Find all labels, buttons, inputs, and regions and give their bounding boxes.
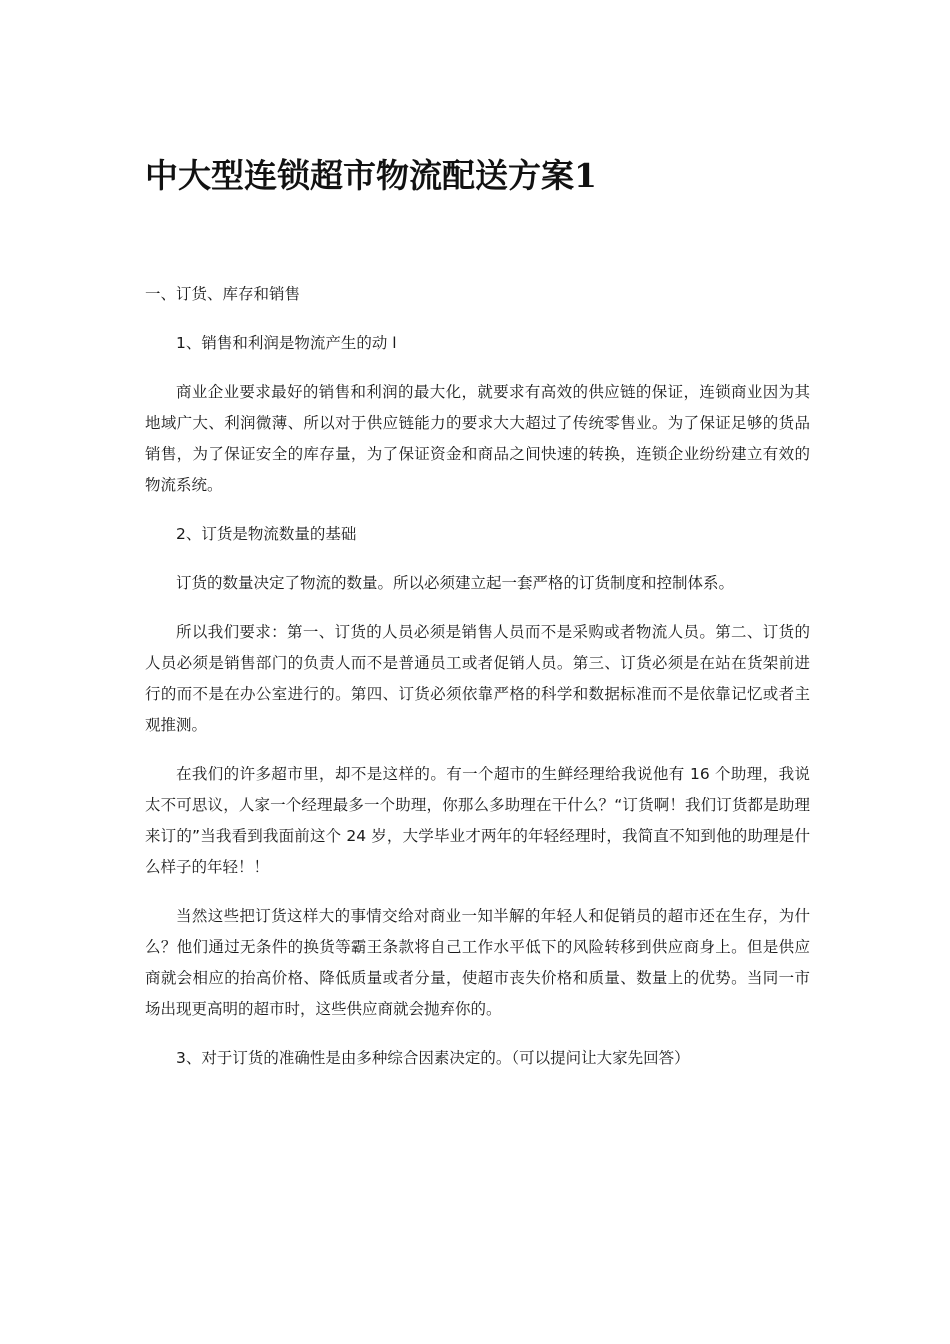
paragraph-4: 在我们的许多超市里，却不是这样的。有一个超市的生鲜经理给我说他有 16 个助理，我说太不可思议，人家一个经理最多一个助理，你那么多助理在干什么？“订货啊！我们订货都是助理来订的”当我看到我面前这个 24 岁，大学毕业才两年的年轻经理时，我简直不知到他的助理是什么样子的年轻！！ <box>145 765 810 876</box>
paragraph-2: 订货的数量决定了物流的数量。所以必须建立起一套严格的订货制度和控制体系。 <box>176 574 735 592</box>
subsection-heading-1: 1、销售和利润是物流产生的动 l <box>176 334 397 352</box>
document-body <box>145 279 810 1092</box>
subsection-heading-3: 3、对于订货的准确性是由多种综合因素决定的。（可以提问让大家先回答） <box>176 1049 690 1067</box>
section-heading: 一、订货、库存和销售 <box>145 285 301 303</box>
paragraph-1: 商业企业要求最好的销售和利润的最大化，就要求有高效的供应链的保证，连锁商业因为其地域广大、利润微薄、所以对于供应链能力的要求大大超过了传统零售业。为了保证足够的货品销售，为了保证安全的库存量，为了保证资金和商品之间快速的转换，连锁企业纷纷建立有效的物流系统。 <box>145 383 810 494</box>
paragraph-3: 所以我们要求：第一、订货的人员必须是销售人员而不是采购或者物流人员。第二、订货的人员必须是销售部门的负责人而不是普通员工或者促销人员。第三、订货必须是在站在货架前进行的而不是在办公室进行的。第四、订货必须依靠严格的科学和数据标准而不是依靠记忆或者主观推测。 <box>145 623 810 734</box>
document-title: 中大型连锁超市物流配送方案1 <box>145 156 597 195</box>
paragraph-5: 当然这些把订货这样大的事情交给对商业一知半解的年轻人和促销员的超市还在生存，为什么？他们通过无条件的换货等霸王条款将自己工作水平低下的风险转移到供应商身上。但是供应商就会相应的抬高价格、降低质量或者分量，使超市丧失价格和质量、数量上的优势。当同一市场出现更高明的超市时，这些供应商就会抛弃你的。 <box>145 907 810 1018</box>
subsection-heading-2: 2、订货是物流数量的基础 <box>176 525 357 543</box>
